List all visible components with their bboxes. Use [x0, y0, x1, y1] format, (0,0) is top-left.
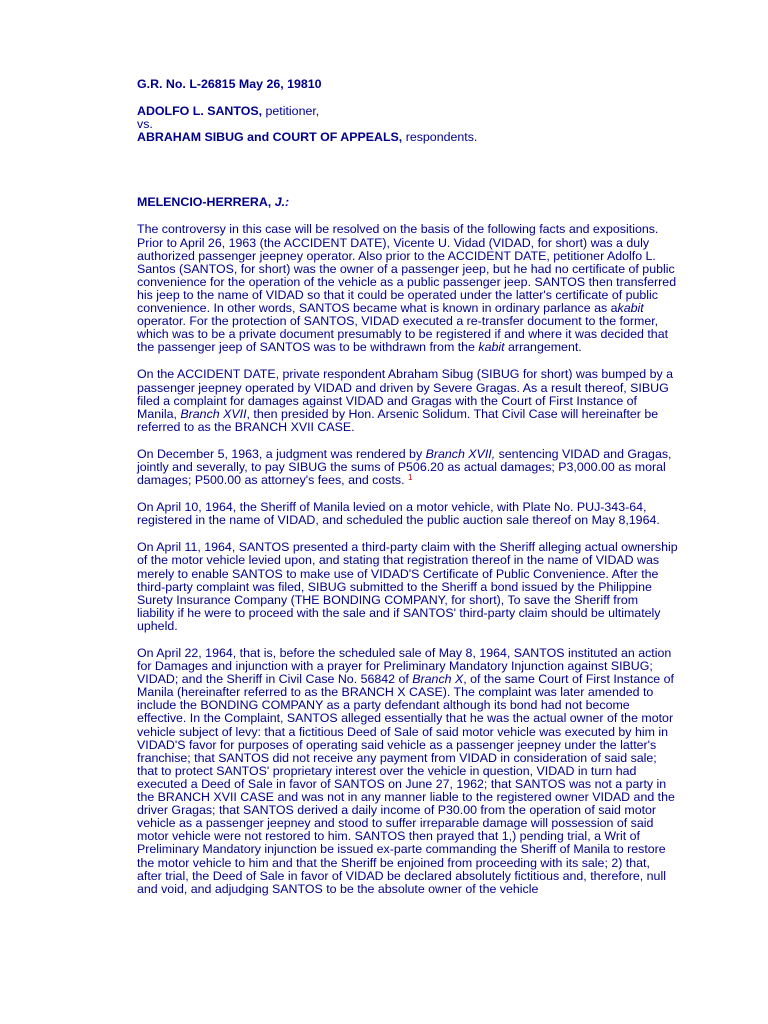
paragraph-6-text-a: On April 22, 1964, that is, before the scheduled sale of May 8, 1964, SANTOS instituted an action for Damages and injunction with a prayer for Preliminary Mandatory Injunction against SIBUG; VIDAD; and the Sheriff in Civil Case No. 56842 of [137, 646, 672, 687]
paragraph-2-text-a: On the ACCIDENT DATE, private respondent Abraham Sibug (SIBUG for short) was bumped by a passenger jeepney operated by VIDAD and driven by Severe Gragas. As a result thereof, SIBUG filed a complaint for damages against VIDAD and Gragas with the Court of First Instance of Manila, [137, 367, 674, 421]
paragraph-1-text-b: operator. For the protection of SANTOS, VIDAD executed a re-transfer document to the former, which was to be a private document presumably to be registered if and where it was decided that the passenger jeep of SANTOS was to be withdrawn from the [137, 314, 669, 355]
paragraph-6-text-b: , of the same Court of First Instance of Manila (hereinafter referred to as the BRANCH X CASE). The complaint was later amended to include the BONDING COMPANY as a party defendant although its bond had not become effective. In the Complaint, SANTOS alleged essentially that he was the actual owner of the motor vehicle subject of levy: that a fictitious Deed of Sale of said motor vehicle was executed by him in VIDAD'S favor for purposes of operating said vehicle as a passenger jeepney under the latter's franchise; that SANTOS did not receive any payment from VIDAD in consideration of said sale; that to protect SANTOS' proprietary interest over the vehicle in question, VIDAD in turn had executed a Deed of Sale in favor of SANTOS on June 27, 1962; that SANTOS was not a party in the BRANCH XVII CASE and was not in any manner liable to the registered owner VIDAD and the driver Gragas; that SANTOS derived a daily income of P30.00 from the operation of said motor vehicle as a passenger jeepney and stood to suffer irreparable damage will possession of said motor vehicle were not restored to him. SANTOS then prayed that 1,) pending trial, a Writ of Preliminary Mandatory injunction be issued ex-parte commanding the Sheriff of Manila to restore the motor vehicle to him and that the Sheriff be enjoined from proceeding with its sale; 2) that, after trial, the Deed of Sale in favor of VIDAD be declared absolutely fictitious and, therefore, null and void, and adjudging SANTOS to be the absolute owner of the vehicle [137, 672, 675, 896]
ponente-title: J.: [274, 195, 290, 210]
respondents-line [137, 131, 678, 144]
document-body [137, 78, 678, 896]
paragraph-3-text-b: sentencing VIDAD and Gragas, jointly and severally, to pay SIBUG the sums of P506.20 as actual damages; P3,000.00 as moral damages; P500.00 as attorney's fees, and costs. [137, 446, 672, 488]
paragraph-3-text-a: On December 5, 1963, a judgment was rendered by [137, 446, 426, 461]
ponente [137, 196, 678, 209]
paragraph-1 [137, 223, 678, 354]
paragraph-4: On April 10, 1964, the Sheriff of Manila levied on a motor vehicle, with Plate No. PUJ-343-64, registered in the name of VIDAD, and scheduled the public auction sale thereof on May 8,1964. [137, 500, 660, 528]
paragraph-1-text-a: The controversy in this case will be resolved on the basis of the following facts and expositions. Prior to April 26, 1963 (the ACCIDENT DATE), Vicente U. Vidad (VIDAD, for short) was a duly authorized passenger jeepney operator. Also prior to the ACCIDENT DATE, petitioner Adolfo L. Santos (SANTOS, for short) was the owner of a passenger jeep, but he had no certificate of public convenience for the operation of the vehicle as a public passenger jeep. SANTOS then transferred his jeep to the name of VIDAD so that it could be operated under the latter's certificate of public convenience. In other words, SANTOS became what is known in ordinary parlance as a [137, 222, 677, 316]
petitioner-role: petitioner, [262, 104, 320, 119]
footnote-link[interactable]: 1 [408, 473, 413, 483]
respondents-name: ABRAHAM SIBUG and COURT OF APPEALS, [137, 130, 403, 145]
paragraph-2 [137, 368, 678, 433]
branch-reference: Branch X [412, 672, 464, 687]
versus-line: vs. [137, 117, 153, 132]
paragraph-6 [137, 647, 678, 896]
paragraph-5: On April 11, 1964, SANTOS presented a third-party claim with the Sheriff alleging actual ownership of the motor vehicle levied upon, and stating that registration thereof in the name of VIDAD was merely to enable SANTOS to make use of VIDAD'S Certificate of Public Convenience. After the third-party complaint was filed, SIBUG submitted to the Sheriff a bond issued by the Philippine Surety Insurance Company (THE BONDING COMPANY, for short), To save the Sheriff from liability if he were to proceed with the sale and if SANTOS' third-party claim should be ultimately upheld. [137, 540, 678, 633]
paragraph-1-text-c: arrangement. [504, 340, 582, 355]
respondents-role: respondents. [402, 130, 478, 145]
paragraph-3 [137, 448, 678, 487]
ponente-name: MELENCIO-HERRERA, [137, 195, 275, 210]
petitioner-line [137, 105, 678, 118]
branch-reference: Branch XVII [180, 406, 247, 421]
kabit-term: kabit [478, 340, 505, 355]
branch-reference: Branch XVII, [425, 446, 496, 461]
case-number: G.R. No. L-26815 May 26, 19810 [137, 77, 322, 91]
petitioner-name: ADOLFO L. SANTOS, [137, 104, 263, 119]
paragraph-2-text-b: , then presided by Hon. Arsenic Solidum. That Civil Case will hereinafter be referred to as the BRANCH XVII CASE. [137, 406, 659, 434]
kabit-term: kabit [617, 301, 644, 316]
